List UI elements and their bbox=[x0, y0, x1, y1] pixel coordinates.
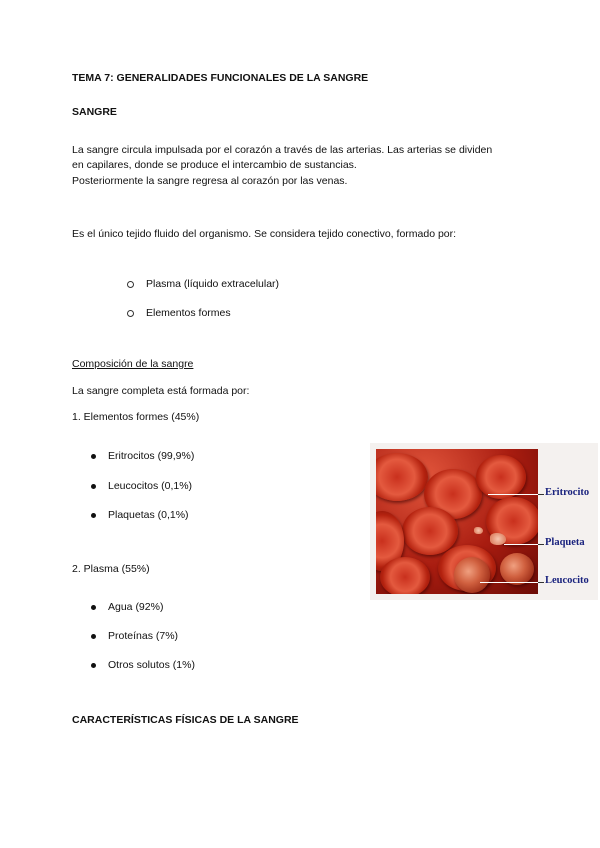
bullet-icon bbox=[91, 513, 96, 518]
section-heading-sangre: SANGRE bbox=[72, 106, 117, 118]
circle-bullet-icon bbox=[127, 310, 134, 317]
intro-line-2: en capilares, donde se produce el intercambio de sustancias. bbox=[72, 159, 357, 171]
formed-item-plaquetas: Plaquetas (0,1%) bbox=[108, 509, 189, 521]
tissue-paragraph: Es el único tejido fluido del organismo. Se considera tejido conectivo, formado por: bbox=[72, 228, 457, 240]
list-item bbox=[127, 277, 279, 292]
list-item bbox=[91, 508, 189, 523]
list-item bbox=[91, 658, 195, 673]
leader-line-plaqueta bbox=[538, 544, 544, 545]
bullet-icon bbox=[91, 663, 96, 668]
circle-bullet-icon bbox=[127, 281, 134, 288]
document-title: TEMA 7: GENERALIDADES FUNCIONALES DE LA SANGRE bbox=[72, 72, 369, 84]
formed-item-leucocitos: Leucocitos (0,1%) bbox=[108, 480, 193, 492]
formed-elements-heading: 1. Elementos formes (45%) bbox=[72, 411, 200, 423]
section-heading-caracteristicas: CARACTERÍSTICAS FÍSICAS DE LA SANGRE bbox=[72, 714, 299, 726]
list-item bbox=[91, 449, 194, 464]
tissue-item-elementos: Elementos formes bbox=[146, 307, 231, 319]
plasma-item-agua: Agua (92%) bbox=[108, 601, 164, 613]
blood-cells-photo bbox=[376, 449, 538, 594]
plasma-item-proteinas: Proteínas (7%) bbox=[108, 630, 179, 642]
leader-line-eritrocito bbox=[538, 494, 544, 495]
bullet-icon bbox=[91, 454, 96, 459]
plasma-item-otros: Otros solutos (1%) bbox=[108, 659, 195, 671]
intro-line-3: Posteriormente la sangre regresa al corazón por las venas. bbox=[72, 175, 348, 187]
list-item bbox=[91, 629, 178, 644]
bullet-icon bbox=[91, 605, 96, 610]
plasma-heading: 2. Plasma (55%) bbox=[72, 563, 150, 575]
tissue-item-plasma: Plasma (líquido extracelular) bbox=[146, 278, 280, 290]
leader-line-leucocito bbox=[538, 582, 544, 583]
composition-heading: Composición de la sangre bbox=[72, 358, 194, 370]
bullet-icon bbox=[91, 484, 96, 489]
intro-line-1: La sangre circula impulsada por el corazón a través de las arterias. Las arterias se dividen bbox=[72, 144, 493, 156]
list-item bbox=[91, 600, 163, 615]
label-leucocito: Leucocito bbox=[545, 575, 589, 586]
label-eritrocito: Eritrocito bbox=[545, 487, 590, 498]
list-item bbox=[91, 479, 192, 494]
label-plaqueta: Plaqueta bbox=[545, 537, 585, 548]
blood-cells-figure bbox=[370, 443, 598, 600]
bullet-icon bbox=[91, 634, 96, 639]
composition-intro: La sangre completa está formada por: bbox=[72, 385, 250, 397]
list-item bbox=[127, 306, 231, 321]
formed-item-eritrocitos: Eritrocitos (99,9%) bbox=[108, 450, 195, 462]
